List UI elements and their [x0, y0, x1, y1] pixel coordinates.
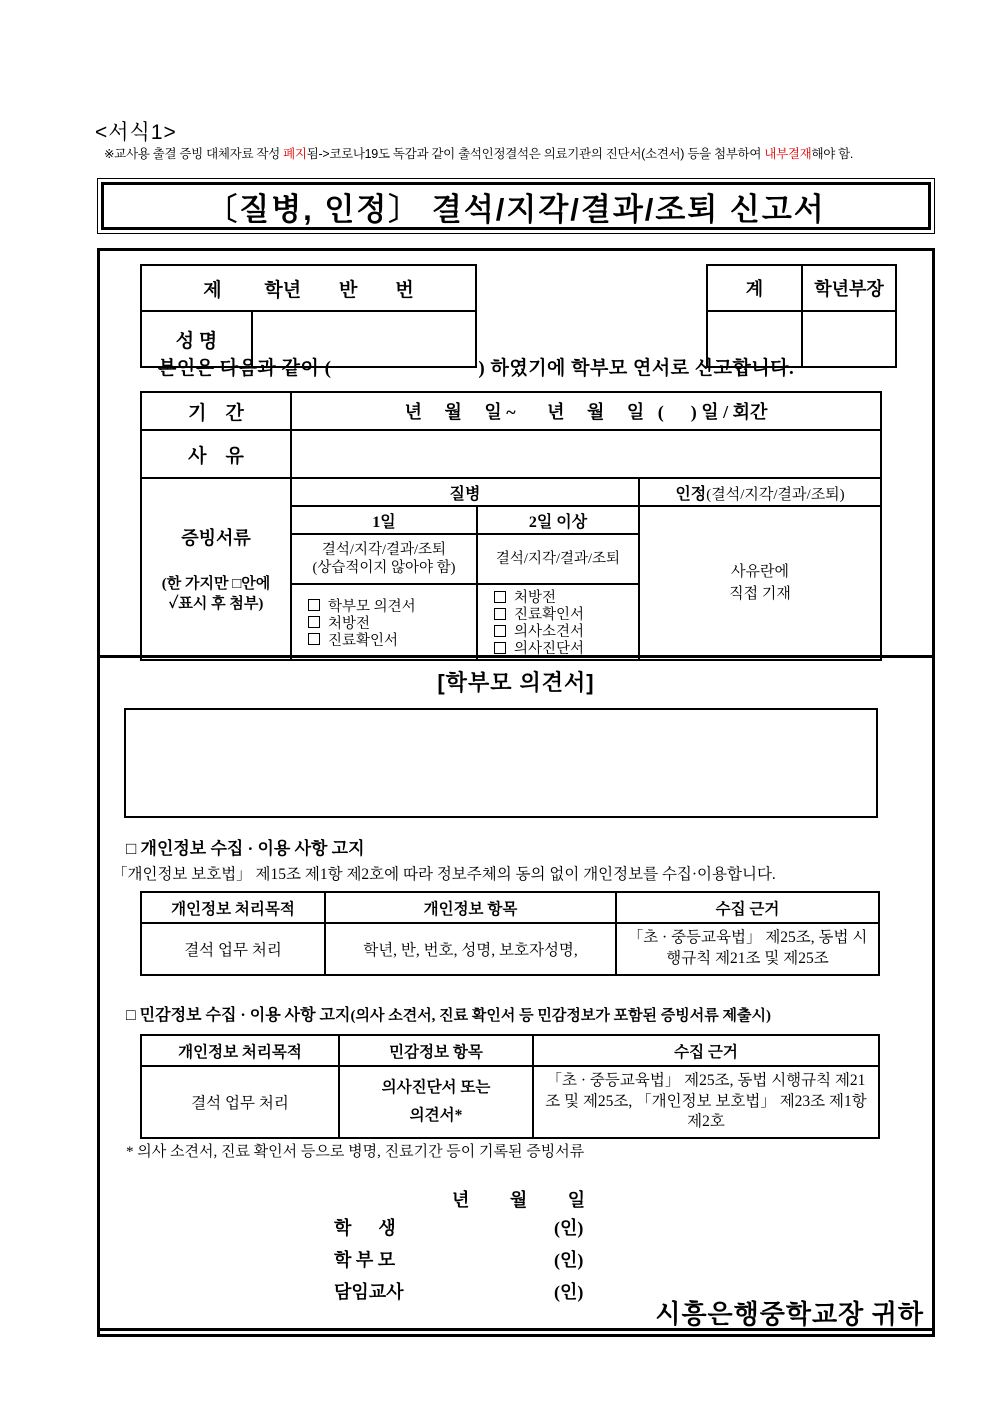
sensitive-items-cell	[339, 1066, 533, 1138]
privacy-col-purpose: 개인정보 처리목적	[141, 892, 325, 923]
title-inner-border	[101, 182, 931, 230]
period-label: 기 간	[141, 392, 291, 430]
note-text-1: ※교사용 출결 증빙 대체자료 작성	[104, 147, 284, 161]
privacy-law-text: 「개인정보 보호법」 제15조 제1항 제2호에 따라 정보주체의 동의 없이 개인정보를 수집·이용합니다.	[112, 866, 776, 883]
absence-detail-table	[140, 391, 882, 661]
form-tag: <서식1>	[95, 121, 177, 144]
reason-input-cell[interactable]	[291, 430, 881, 478]
principal-closing: 시흥은행중학교장 귀하	[655, 1300, 924, 1329]
note-text-2: 됨->코로나19도 독감과 같이 출석인정결석은 의료기관의 진단서(소견서) 등을 첨부하여	[306, 147, 765, 161]
day1-checkbox-list	[292, 597, 476, 648]
day1-header: 1일	[291, 506, 477, 534]
note-text-3: 해야 함.	[811, 147, 854, 161]
checkbox-icon[interactable]	[494, 642, 506, 654]
privacy-basis-cell: 「초 · 중등교육법」 제25조, 동법 시행규칙 제21조 및 제25조	[616, 923, 879, 975]
checkbox-label: 처방전	[328, 615, 371, 632]
privacy-col-basis: 수집 근거	[616, 892, 879, 923]
privacy-purpose-cell: 결석 업무 처리	[141, 923, 325, 975]
checkbox-label: 진료확인서	[328, 632, 399, 649]
checkbox-label: 처방전	[514, 590, 557, 606]
parent-opinion-heading: [학부모 의견서]	[437, 670, 595, 695]
illness-header: 질병	[291, 478, 639, 506]
checkbox-icon[interactable]	[308, 633, 320, 645]
sensitive-notice-heading	[126, 1002, 771, 1025]
day2-type-cell: 결석/지각/결과/조퇴	[477, 534, 639, 584]
sig-seal-student[interactable]: (인)	[554, 1218, 584, 1238]
note-red-approval: 내부결재	[764, 147, 812, 161]
day1-checkbox-cell	[291, 584, 477, 660]
period-input-cell[interactable]: 년 월 일 ~ 년 월 일 ( ) 일 / 회간	[291, 392, 881, 430]
sensitive-purpose-cell: 결석 업무 처리	[141, 1066, 339, 1138]
evidence-label-cell	[141, 478, 291, 660]
sensitive-items-line1: 의사진단서 또는	[381, 1079, 491, 1097]
evidence-title: 증빙서류	[181, 527, 251, 548]
sig-seal-teacher[interactable]: (인)	[554, 1282, 584, 1302]
sig-label-teacher: 담임교사	[334, 1282, 404, 1302]
sensitive-col-basis: 수집 근거	[533, 1035, 879, 1066]
privacy-col-items: 개인정보 항목	[325, 892, 616, 923]
note-red-abolished: 폐지	[283, 147, 307, 161]
checkbox-icon[interactable]	[494, 591, 506, 603]
checkbox-label: 의사진단서	[514, 641, 585, 657]
page-title: 〔질병, 인정〕 결석/지각/결과/조퇴 신고서	[206, 191, 826, 227]
evidence-note	[142, 574, 290, 615]
sig-label-student: 학 생	[334, 1218, 396, 1238]
day2-header: 2일 이상	[477, 506, 639, 534]
approval-col-head: 학년부장	[802, 265, 896, 311]
header-note	[104, 144, 853, 162]
day1-type-line2: (상습적이지 않아야 함)	[312, 560, 456, 576]
day1-type-cell	[291, 534, 477, 584]
grade-class-number-header[interactable]: 제 학년 반 번	[141, 265, 476, 311]
lower-section-box	[97, 655, 935, 1337]
privacy-notice-heading: □ 개인정보 수집 · 이용 사항 고지	[126, 839, 365, 858]
sensitive-table	[140, 1034, 880, 1139]
name-label: 성 명	[141, 311, 252, 367]
checkbox-label: 진료확인서	[514, 607, 585, 623]
sig-seal-parent[interactable]: (인)	[554, 1250, 584, 1270]
declaration-sentence: 본인은 다음과 같이 ( ) 하였기에 학부모 연서로 신고합니다.	[158, 358, 795, 379]
evidence-note-line2: ✓표시 후 첨부)	[168, 596, 264, 612]
checkbox-label: 학부모 의견서	[328, 598, 416, 615]
parent-opinion-input-box[interactable]	[124, 708, 878, 818]
sensitive-heading-paren: (의사 소견서, 진료 확인서 등 민감정보가 포함된 증빙서류 제출시)	[350, 1008, 771, 1024]
sensitive-col-items: 민감정보 항목	[339, 1035, 533, 1066]
checkbox-icon[interactable]	[308, 599, 320, 611]
privacy-items-cell: 학년, 반, 번호, 성명, 보호자성명,	[325, 923, 616, 975]
checkbox-label: 의사소견서	[514, 624, 585, 640]
sensitive-basis-cell: 「초 · 중등교육법」 제25조, 동법 시행규칙 제21조 및 제25조, 「개인정보 보호법」 제23조 제1항 제2호	[533, 1066, 879, 1138]
approval-col-gye: 계	[707, 265, 802, 311]
checkbox-icon[interactable]	[308, 616, 320, 628]
checkbox-row-treatment-confirm-1d[interactable]	[308, 631, 476, 648]
title-box	[97, 178, 935, 234]
recognized-header-rest: (결석/지각/결과/조퇴)	[706, 486, 845, 503]
form-body-box	[97, 248, 935, 1331]
day2-checkbox-cell	[477, 584, 639, 660]
sensitive-items-line2: 의견서*	[409, 1107, 463, 1124]
day2-checkbox-list	[478, 588, 638, 656]
sensitive-col-purpose: 개인정보 처리목적	[141, 1035, 339, 1066]
recognized-note-line2: 직접 기재	[729, 586, 791, 602]
checkbox-icon[interactable]	[494, 625, 506, 637]
approval-sign-cell-2[interactable]	[802, 311, 896, 367]
signature-date-line[interactable]: 년 월 일	[452, 1190, 586, 1210]
recognized-header-bold: 인정	[675, 485, 707, 503]
day1-type-line1: 결석/지각/결과/조퇴	[321, 541, 447, 558]
evidence-footnote: * 의사 소견서, 진료 확인서 등으로 병명, 진료기간 등이 기록된 증빙서류	[126, 1144, 585, 1160]
reason-label: 사 유	[141, 430, 291, 478]
recognized-note-line1: 사유란에	[731, 563, 789, 580]
recognized-note-cell	[639, 506, 881, 660]
evidence-note-line1: (한 가지만 □안에	[161, 575, 271, 592]
sensitive-heading-main: □ 민감정보 수집 · 이용 사항 고지	[126, 1007, 351, 1024]
checkbox-row-doctor-diagnosis[interactable]	[494, 639, 638, 656]
sig-label-parent: 학 부 모	[334, 1250, 396, 1270]
checkbox-icon[interactable]	[494, 608, 506, 620]
recognized-header	[639, 478, 881, 506]
privacy-table	[140, 891, 880, 976]
